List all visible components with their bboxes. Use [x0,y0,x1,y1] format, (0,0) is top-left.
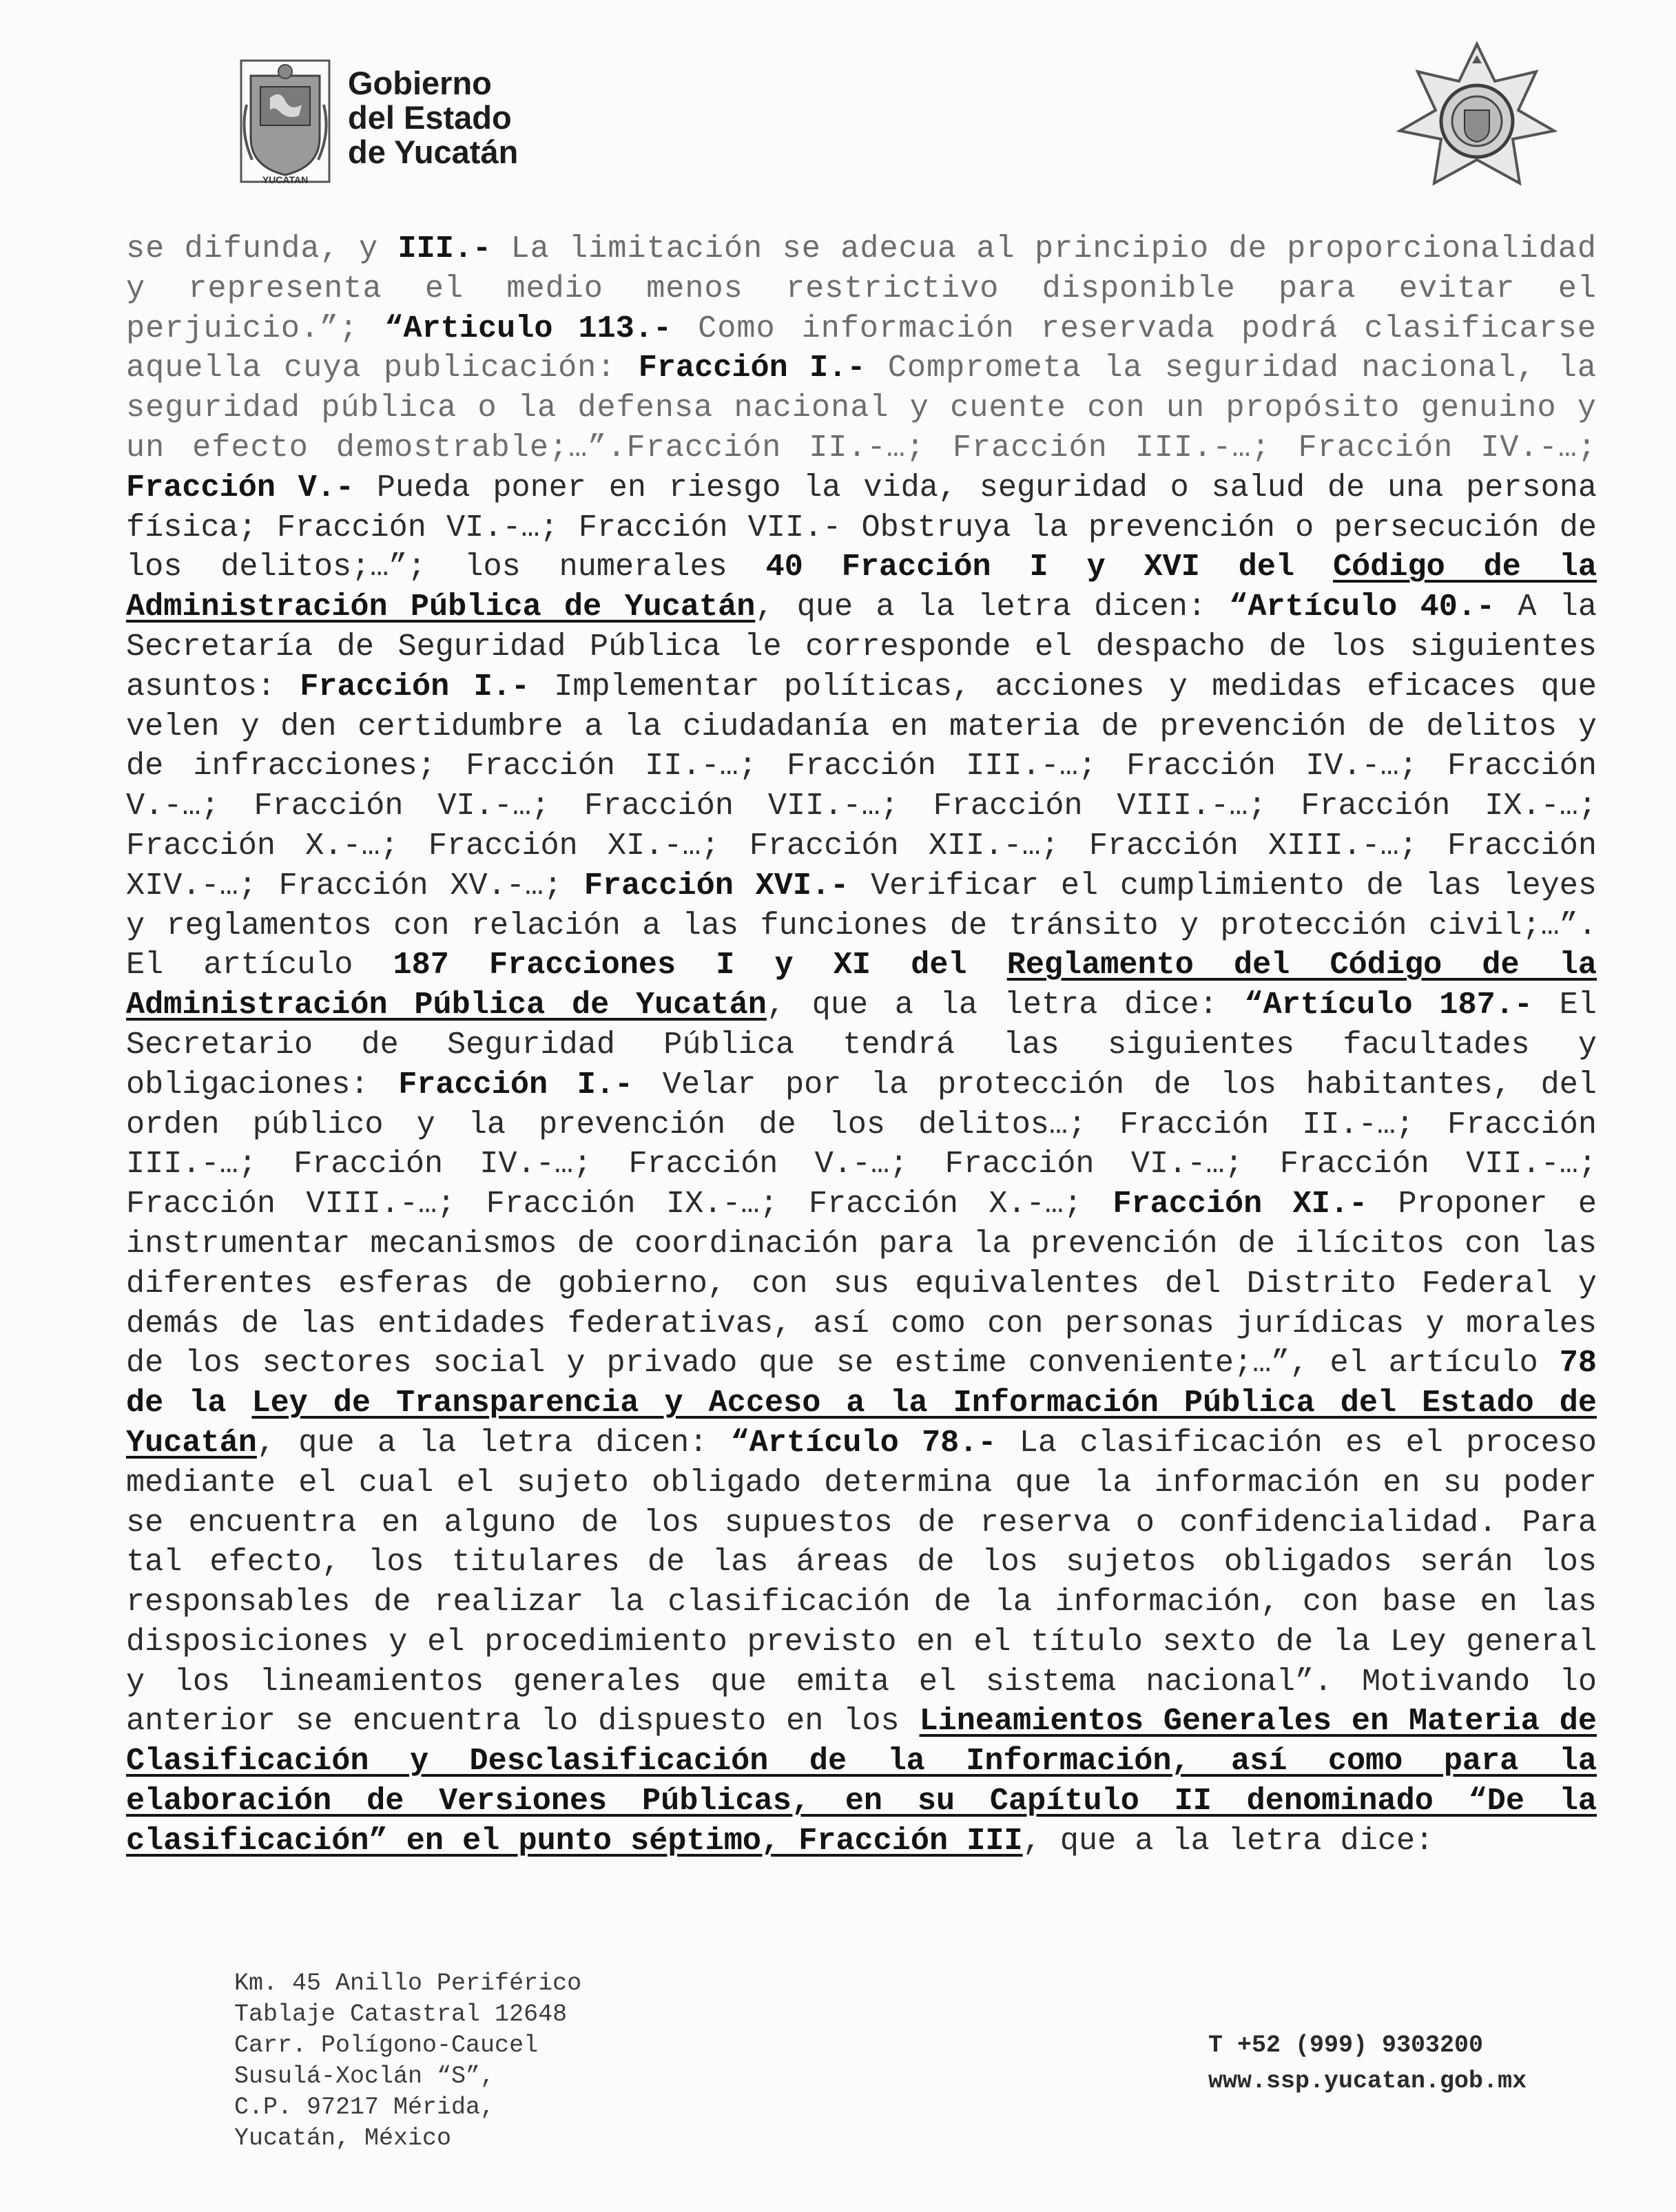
text-segment: , que a la letra dice: [1022,1822,1434,1859]
bold-segment: 78 de la [126,1345,1597,1421]
text-segment: , que a la letra dicen: [755,589,1230,625]
law-title-underlined: Ley de Transparencia y Acceso a la Información Pública del Estado de Yucatán [126,1385,1597,1461]
footer-contact [1208,2027,1527,2099]
text-segment: Proponer e instrumentar mecanismos de coordinación para la prevención de ilícitos con las diferentes esferas de gobierno, con sus equivalentes del Distrito Federal y demás de las entidades federativas, así como con personas jurídicas y morales de los sectores social y privado que se estime conveniente;…”, el artículo [126,1186,1597,1381]
bold-segment: III.- [397,231,492,267]
gov-name-line-3: de Yucatán [348,134,519,170]
bold-segment: Fracción V.- [126,469,355,505]
address-line: Carr. Polígono-Caucel [234,2032,539,2059]
law-title-underlined: Código de la Administración Pública de Yucatán [126,549,1597,625]
bold-segment: “Artículo 78.- [730,1424,997,1461]
text-segment: Implementar políticas, acciones y medidas eficaces que velen y den certidumbre a la ciudadanía en materia de prevención de delitos y de infracciones; Fracción II.-…; Fracción III.-…; Fracción IV.-…; Fracción V.-…; Fracción VI.-…; Fracción VII.-…; Fracción VIII.-…; Fracción IX.-…; Fracción X.-…; Fracción XI.-…; Fracción XII.-…; Fracción XIII.-…; Fracción XIV.-…; Fracción XV.-…; [126,668,1597,904]
bold-segment: Fracción I.- [300,668,530,705]
guidelines-title-underlined: Lineamientos Generales en Materia de Clasificación y Desclasificación de la Información, así como para la elaboración de Versiones Públicas, en su Capítulo II denominado “De la clasificación” en el punto séptimo, Fracción III [126,1703,1597,1859]
text-segment: El Secretario de Seguridad Pública tendrá las siguientes facultades y obligaciones: [126,987,1597,1103]
law-title-underlined: Reglamento del Código de la Administración Pública de Yucatán [126,947,1597,1023]
address-line: Susulá-Xoclán “S”, [234,2063,495,2090]
bold-segment: Fracción XI.- [1113,1186,1368,1222]
text-segment: La limitación se adecua al principio de proporcionalidad y representa el medio menos restrictivo disponible para evitar el perjuicio.”; [126,231,1597,346]
bold-segment: “Artículo 187.- [1244,987,1533,1023]
footer-address [234,1968,581,2154]
bold-segment: Fracción I.- [398,1066,634,1103]
text-segment: Comprometa la seguridad nacional, la seguridad pública o la defensa nacional y cuente con un propósito genuino y un efecto demostrable;…”.Fracción II.-…; Fracción III.-…; Fracción IV.-…; [126,350,1597,466]
text-segment: Pueda poner en riesgo la vida, seguridad o salud de una persona física; Fracción VI.-…; Fracción VII.- Obstruya la prevención o persecución de los delitos;…”; los numerales [126,469,1597,585]
gov-name-line-2: del Estado [348,99,512,136]
text-segment: se difunda, y [126,231,398,267]
text-segment: , que a la letra dice: [766,987,1245,1023]
bold-segment: 187 Fracciones I y XI del [393,947,1007,983]
website-link[interactable]: www.ssp.yucatan.gob.mx [1208,2067,1527,2095]
legal-paragraph [126,229,1597,1861]
phone-number: T +52 (999) 9303200 [1208,2032,1484,2059]
address-line: C.P. 97217 Mérida, [234,2094,495,2121]
text-segment: , que a la letra dicen: [256,1424,731,1461]
police-badge-icon [1394,39,1560,197]
text-segment: Verificar el cumplimiento de las leyes y reglamentos con relación a las funciones de tránsito y protección civil;…”. El artículo [126,867,1597,983]
bold-segment: Fracción I.- [638,350,866,386]
text-segment: A la Secretaría de Seguridad Pública le corresponde el despacho de los siguientes asuntos: [126,589,1597,705]
text-segment: Velar por la protección de los habitantes, del orden público y la prevención de los delitos…; Fracción II.-…; Fracción III.-…; Fracción IV.-…; Fracción V.-…; Fracción VI.-…; Fracción VII.-…; Fracción VIII.-…; Fracción IX.-…; Fracción X.-…; [126,1066,1597,1222]
government-name [348,66,518,169]
coat-of-arms-icon [237,56,333,186]
letterhead [0,0,1676,207]
bold-segment: “Artículo 40.- [1229,589,1496,625]
address-line: Yucatán, México [234,2125,452,2152]
crest-label: YUCATAN [262,174,309,185]
address-line: Km. 45 Anillo Periférico [234,1970,582,1997]
bold-segment: 40 Fracción I y XVI del [765,549,1334,585]
gov-name-line-1: Gobierno [348,65,492,101]
text-segment: La clasificación es el proceso mediante el cual el sujeto obligado determina que la información en su poder se encuentra en alguno de los supuestos de reserva o confidencialidad. Para tal efecto, los titulares de las áreas de los sujetos obligados serán los responsables de realizar la clasificación de la información, con base en las disposiciones y el procedimiento previsto en el título sexto de la Ley general y los lineamientos generales que emita el sistema nacional”. Motivando lo anterior se encuentra lo dispuesto en los [126,1424,1597,1740]
bold-segment: Fracción XVI.- [583,867,849,904]
address-line: Tablaje Catastral 12648 [234,2001,568,2028]
document-body [126,229,1597,1861]
bold-segment: “Articulo 113.- [384,310,672,346]
text-segment: Como información reservada podrá clasificarse aquella cuya publicación: [126,310,1597,386]
